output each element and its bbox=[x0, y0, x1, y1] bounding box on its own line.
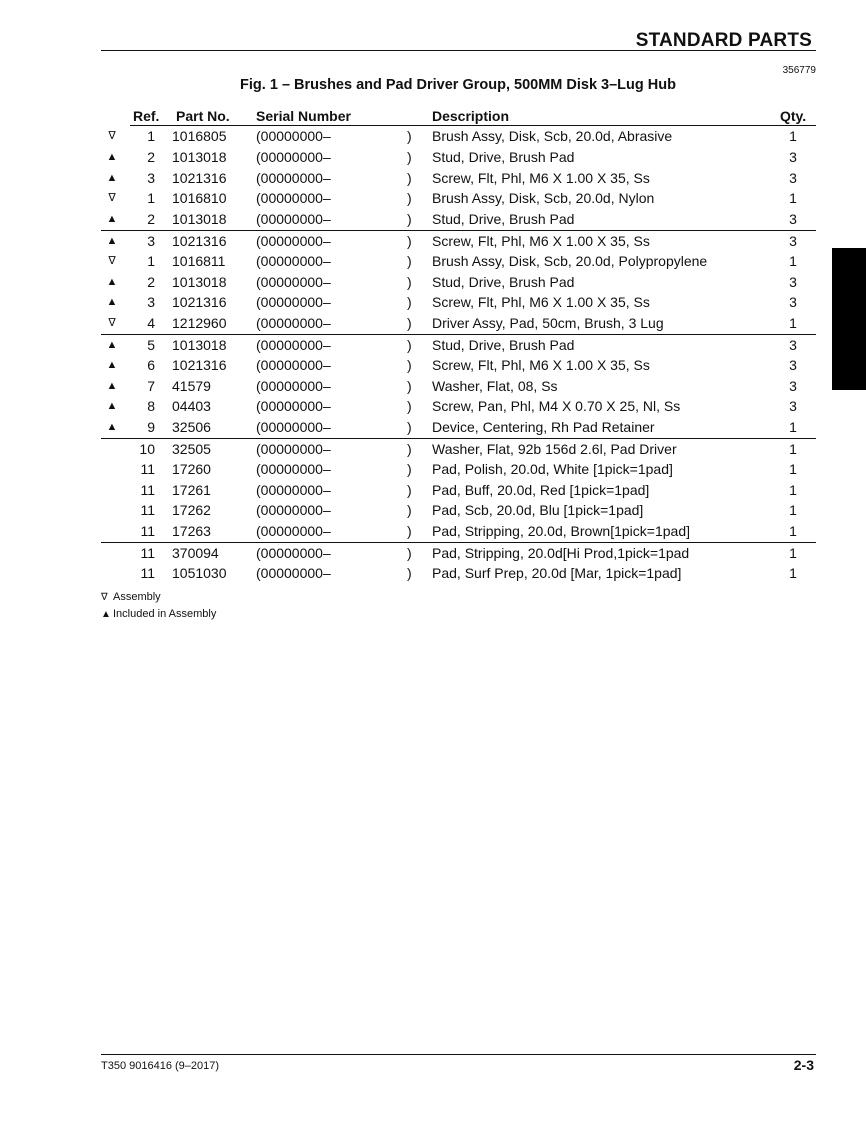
ref-number: 11 bbox=[140, 523, 155, 540]
part-number: 1016811 bbox=[172, 252, 226, 269]
part-description: Stud, Drive, Brush Pad bbox=[432, 273, 575, 290]
ref-number: 9 bbox=[147, 419, 155, 436]
ref-number: 2 bbox=[147, 148, 155, 165]
quantity: 3 bbox=[789, 169, 797, 186]
parts-table bbox=[101, 126, 816, 584]
quantity: 1 bbox=[789, 252, 797, 269]
legend-assembly-label: Assembly bbox=[113, 591, 161, 603]
ref-number: 11 bbox=[140, 544, 155, 561]
table-row bbox=[101, 417, 816, 438]
part-description: Washer, Flat, 92b 156d 2.6l, Pad Driver bbox=[432, 440, 677, 457]
table-row bbox=[101, 209, 816, 230]
ref-number: 11 bbox=[140, 460, 155, 477]
column-header-description: Description bbox=[432, 108, 510, 124]
quantity: 3 bbox=[789, 273, 797, 290]
quantity: 1 bbox=[789, 502, 797, 519]
quantity: 1 bbox=[789, 544, 797, 561]
serial-range-close: ) bbox=[407, 190, 412, 207]
row-symbol-icon: ▲ bbox=[106, 421, 118, 434]
quantity: 3 bbox=[789, 398, 797, 415]
serial-number: (00000000– bbox=[256, 273, 331, 290]
column-header-part-no: Part No. bbox=[176, 108, 230, 124]
row-symbol-icon: ▲ bbox=[106, 213, 118, 226]
part-number: 04403 bbox=[172, 398, 211, 415]
serial-range-close: ) bbox=[407, 128, 412, 144]
header-rule bbox=[101, 50, 816, 51]
part-description: Brush Assy, Disk, Scb, 20.0d, Nylon bbox=[432, 190, 655, 207]
part-description: Pad, Scb, 20.0d, Blu [1pick=1pad] bbox=[432, 502, 644, 519]
serial-range-close: ) bbox=[407, 502, 412, 519]
serial-range-close: ) bbox=[407, 211, 412, 228]
quantity: 1 bbox=[789, 128, 797, 144]
serial-range-close: ) bbox=[407, 273, 412, 290]
included-symbol-icon: ▲ bbox=[101, 609, 111, 620]
row-symbol-icon: ▲ bbox=[106, 400, 118, 413]
serial-number: (00000000– bbox=[256, 232, 331, 249]
serial-number: (00000000– bbox=[256, 336, 331, 353]
table-row bbox=[101, 292, 816, 313]
part-description: Screw, Flt, Phl, M6 X 1.00 X 35, Ss bbox=[432, 169, 650, 186]
table-row bbox=[101, 500, 816, 521]
part-number: 32505 bbox=[172, 440, 211, 457]
serial-range-close: ) bbox=[407, 398, 412, 415]
ref-number: 7 bbox=[147, 377, 155, 394]
serial-range-close: ) bbox=[407, 252, 412, 269]
part-number: 1016805 bbox=[172, 128, 227, 144]
ref-number: 8 bbox=[147, 398, 155, 415]
serial-range-close: ) bbox=[407, 169, 412, 186]
table-row bbox=[101, 438, 816, 459]
part-number: 1021316 bbox=[172, 356, 227, 373]
ref-number: 1 bbox=[147, 190, 155, 207]
table-row bbox=[101, 251, 816, 272]
table-row bbox=[101, 188, 816, 209]
serial-number: (00000000– bbox=[256, 523, 331, 540]
column-header-ref: Ref. bbox=[133, 108, 160, 124]
serial-range-close: ) bbox=[407, 336, 412, 353]
quantity: 1 bbox=[789, 564, 797, 581]
quantity: 1 bbox=[789, 440, 797, 457]
part-number: 1021316 bbox=[172, 232, 227, 249]
ref-number: 2 bbox=[147, 273, 155, 290]
part-description: Brush Assy, Disk, Scb, 20.0d, Abrasive bbox=[432, 128, 673, 144]
part-description: Stud, Drive, Brush Pad bbox=[432, 336, 575, 353]
serial-number: (00000000– bbox=[256, 460, 331, 477]
part-description: Screw, Flt, Phl, M6 X 1.00 X 35, Ss bbox=[432, 232, 650, 249]
ref-number: 11 bbox=[140, 481, 155, 498]
part-description: Stud, Drive, Brush Pad bbox=[432, 148, 575, 165]
part-description: Washer, Flat, 08, Ss bbox=[432, 377, 558, 394]
ref-number: 1 bbox=[147, 128, 155, 144]
column-header-qty: Qty. bbox=[780, 108, 807, 124]
serial-number: (00000000– bbox=[256, 440, 331, 457]
row-symbol-icon: ▲ bbox=[106, 150, 118, 163]
part-number: 41579 bbox=[172, 377, 211, 394]
ref-number: 11 bbox=[140, 502, 155, 519]
assembly-symbol-icon: ∇ bbox=[101, 592, 108, 603]
part-description: Screw, Flt, Phl, M6 X 1.00 X 35, Ss bbox=[432, 294, 650, 311]
part-number: 32506 bbox=[172, 419, 211, 436]
row-symbol-icon: ▲ bbox=[106, 338, 118, 351]
quantity: 3 bbox=[789, 232, 797, 249]
page-number: 2-3 bbox=[793, 1057, 814, 1073]
row-symbol-icon: ▲ bbox=[106, 296, 118, 309]
row-symbol-icon: ▲ bbox=[106, 275, 118, 288]
quantity: 1 bbox=[789, 190, 797, 207]
quantity: 1 bbox=[789, 460, 797, 477]
serial-number: (00000000– bbox=[256, 315, 331, 332]
serial-range-close: ) bbox=[407, 315, 412, 332]
ref-number: 6 bbox=[147, 356, 155, 373]
table-row bbox=[101, 126, 816, 147]
serial-number: (00000000– bbox=[256, 356, 331, 373]
serial-range-close: ) bbox=[407, 294, 412, 311]
ref-number: 11 bbox=[140, 564, 155, 581]
table-row bbox=[101, 376, 816, 397]
table-row bbox=[101, 147, 816, 168]
row-symbol-icon: ∇ bbox=[108, 192, 116, 205]
part-number: 17260 bbox=[172, 460, 211, 477]
serial-range-close: ) bbox=[407, 481, 412, 498]
figure-title: Fig. 1 – Brushes and Pad Driver Group, 500MM Disk 3–Lug Hub bbox=[240, 77, 676, 93]
quantity: 1 bbox=[789, 315, 797, 332]
serial-number: (00000000– bbox=[256, 128, 331, 144]
serial-range-close: ) bbox=[407, 460, 412, 477]
serial-range-close: ) bbox=[407, 356, 412, 373]
serial-number: (00000000– bbox=[256, 564, 331, 581]
ref-number: 1 bbox=[147, 252, 155, 269]
table-row bbox=[101, 168, 816, 189]
table-row bbox=[101, 230, 816, 251]
serial-number: (00000000– bbox=[256, 252, 331, 269]
serial-number: (00000000– bbox=[256, 190, 331, 207]
footer-document-id: T350 9016416 (9–2017) bbox=[101, 1060, 220, 1072]
part-description: Device, Centering, Rh Pad Retainer bbox=[432, 419, 655, 436]
part-number: 1016810 bbox=[172, 190, 227, 207]
ref-number: 3 bbox=[147, 232, 155, 249]
part-description: Pad, Polish, 20.0d, White [1pick=1pad] bbox=[432, 460, 673, 477]
serial-range-close: ) bbox=[407, 232, 412, 249]
part-number: 1021316 bbox=[172, 294, 227, 311]
part-number: 1013018 bbox=[172, 211, 227, 228]
part-description: Pad, Buff, 20.0d, Red [1pick=1pad] bbox=[432, 481, 650, 498]
section-tab-marker bbox=[832, 248, 866, 390]
serial-range-close: ) bbox=[407, 544, 412, 561]
part-number: 1013018 bbox=[172, 273, 227, 290]
part-number: 17262 bbox=[172, 502, 211, 519]
row-symbol-icon: ▲ bbox=[106, 379, 118, 392]
part-number: 1051030 bbox=[172, 564, 227, 581]
ref-number: 3 bbox=[147, 169, 155, 186]
section-title: STANDARD PARTS bbox=[635, 30, 812, 51]
column-header-serial-number: Serial Number bbox=[256, 108, 351, 124]
ref-number: 5 bbox=[147, 336, 155, 353]
table-row bbox=[101, 272, 816, 293]
serial-number: (00000000– bbox=[256, 544, 331, 561]
row-symbol-icon: ▲ bbox=[106, 234, 118, 247]
quantity: 3 bbox=[789, 377, 797, 394]
quantity: 1 bbox=[789, 481, 797, 498]
part-number: 370094 bbox=[172, 544, 219, 561]
table-row bbox=[101, 521, 816, 542]
ref-number: 2 bbox=[147, 211, 155, 228]
footer-rule bbox=[101, 1054, 816, 1055]
quantity: 3 bbox=[789, 148, 797, 165]
quantity: 1 bbox=[789, 523, 797, 540]
serial-number: (00000000– bbox=[256, 398, 331, 415]
row-symbol-icon: ∇ bbox=[108, 254, 116, 267]
row-symbol-icon: ∇ bbox=[108, 130, 116, 142]
table-row bbox=[101, 396, 816, 417]
table-row bbox=[101, 563, 816, 584]
part-number: 1212960 bbox=[172, 315, 227, 332]
part-description: Driver Assy, Pad, 50cm, Brush, 3 Lug bbox=[432, 315, 664, 332]
part-description: Pad, Stripping, 20.0d, Brown[1pick=1pad] bbox=[432, 523, 691, 540]
serial-number: (00000000– bbox=[256, 169, 331, 186]
table-row bbox=[101, 459, 816, 480]
table-row bbox=[101, 480, 816, 501]
serial-number: (00000000– bbox=[256, 211, 331, 228]
part-number: 1021316 bbox=[172, 169, 227, 186]
part-description: Screw, Flt, Phl, M6 X 1.00 X 35, Ss bbox=[432, 356, 650, 373]
ref-number: 10 bbox=[139, 440, 155, 457]
serial-range-close: ) bbox=[407, 148, 412, 165]
row-symbol-icon: ▲ bbox=[106, 358, 118, 371]
legend-included-label: Included in Assembly bbox=[113, 608, 217, 620]
table-row bbox=[101, 313, 816, 334]
quantity: 3 bbox=[789, 356, 797, 373]
serial-number: (00000000– bbox=[256, 502, 331, 519]
row-symbol-icon: ∇ bbox=[108, 317, 116, 330]
part-description: Pad, Surf Prep, 20.0d [Mar, 1pick=1pad] bbox=[432, 564, 682, 581]
quantity: 3 bbox=[789, 336, 797, 353]
serial-number: (00000000– bbox=[256, 419, 331, 436]
part-number: 1013018 bbox=[172, 148, 227, 165]
serial-range-close: ) bbox=[407, 440, 412, 457]
ref-number: 4 bbox=[147, 315, 155, 332]
serial-range-close: ) bbox=[407, 564, 412, 581]
part-description: Brush Assy, Disk, Scb, 20.0d, Polypropylene bbox=[432, 252, 708, 269]
ref-number: 3 bbox=[147, 294, 155, 311]
part-description: Pad, Stripping, 20.0d[Hi Prod,1pick=1pad bbox=[432, 544, 690, 561]
part-description: Screw, Pan, Phl, M4 X 0.70 X 25, Nl, Ss bbox=[432, 398, 681, 415]
serial-number: (00000000– bbox=[256, 377, 331, 394]
serial-number: (00000000– bbox=[256, 148, 331, 165]
table-row bbox=[101, 334, 816, 355]
legend-assembly bbox=[101, 591, 161, 603]
row-symbol-icon: ▲ bbox=[106, 171, 118, 184]
quantity: 1 bbox=[789, 419, 797, 436]
serial-number: (00000000– bbox=[256, 481, 331, 498]
part-number: 17261 bbox=[172, 481, 211, 498]
table-row bbox=[101, 355, 816, 376]
quantity: 3 bbox=[789, 294, 797, 311]
part-number: 1013018 bbox=[172, 336, 227, 353]
serial-range-close: ) bbox=[407, 523, 412, 540]
serial-range-close: ) bbox=[407, 419, 412, 436]
serial-number: (00000000– bbox=[256, 294, 331, 311]
table-row bbox=[101, 542, 816, 563]
legend-included bbox=[101, 608, 216, 620]
document-number: 356779 bbox=[782, 65, 816, 76]
part-number: 17263 bbox=[172, 523, 211, 540]
serial-range-close: ) bbox=[407, 377, 412, 394]
part-description: Stud, Drive, Brush Pad bbox=[432, 211, 575, 228]
quantity: 3 bbox=[789, 211, 797, 228]
